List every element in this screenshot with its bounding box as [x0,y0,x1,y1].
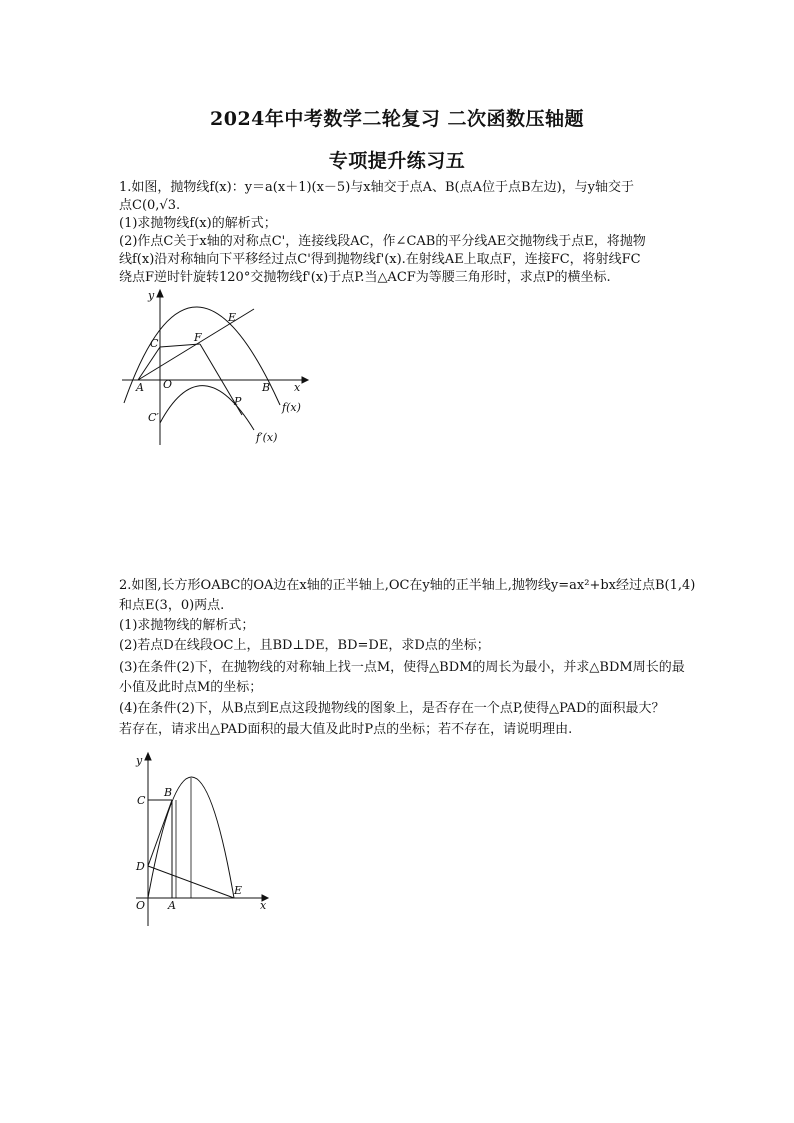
q2-line-2: 和点E(3，0)两点. [119,598,225,613]
q2-line-7: (4)在条件(2)下，从B点到E点这段抛物线的图象上，是否存在一个点P,使得△PAD的面积最大？ [119,701,665,716]
q1-label-Cprime: C′ [148,411,159,424]
q2-label-E: E [234,884,243,897]
q1-parabola-f [124,307,280,405]
q1-label-P: P [234,395,242,408]
q1-label-fprimex: f′(x) [256,431,278,444]
q2-y-arrow [145,753,151,760]
q2-line-4: (2)若点D在线段OC上，且BD⊥DE，BD=DE，求D点的坐标； [119,638,490,653]
q2-label-A: A [168,899,176,912]
q2-label-y: y [136,754,143,767]
q1-label-y: y [148,289,155,302]
q1-label-x: x [294,381,301,394]
q2-label-O: O [136,899,146,912]
q1-line-4: (2)作点C关于x轴的对称点C'，连接线段AC，作∠CAB的平分线AE交抛物线于点E，将抛物 [119,234,646,249]
q1-line-1: 1.如图，抛物线f(x)：y＝a(x＋1)(x－5)与x轴交于点A、B(点A位于点B左边)，与y轴交于 [119,180,634,195]
q2-line-8: 若存在，请求出△PAD面积的最大值及此时P点的坐标；若不存在，请说明理由. [119,722,573,737]
q1-label-O: O [163,378,173,391]
q1-line-6: 绕点F逆时针旋转120°交抛物线f'(x)于点P.当△ACF为等腰三角形时，求点P的横坐标. [119,270,611,285]
page-subtitle: 专项提升练习五 [328,150,466,172]
q1-y-arrow [157,290,163,297]
q2-label-C: C [137,794,146,807]
q2-line-1: 2.如图,长方形OABC的OA边在x轴的正半轴上,OC在y轴的正半轴上,抛物线y=ax²+bx经过点B(1,4) [119,578,696,593]
q1-label-F: F [194,331,202,344]
q1-label-E: E [228,311,237,324]
q1-line-2: 点C(0,√3. [119,198,181,213]
q2-line-5: (3)在条件(2)下，在抛物线的对称轴上找一点M，使得△BDM的周长为最小，并求△BDM周长的最 [119,660,685,675]
q2-label-D: D [136,860,145,873]
page-title: 2024年中考数学二轮复习 二次函数压轴题 [210,108,584,130]
q1-figure [112,285,312,450]
q1-label-C: C [150,337,159,350]
q1-segment-AC [138,347,160,380]
q2-segment-BD [148,800,172,866]
q2-label-B: B [164,786,173,799]
q2-line-3: (1)求抛物线的解析式； [119,618,255,633]
q2-line-6: 小值及此时点M的坐标； [119,680,263,695]
q1-x-arrow [302,377,308,383]
q1-label-A: A [136,381,144,394]
q1-label-B: B [262,381,271,394]
q1-line-5: 线f(x)沿对称轴向下平移经过点C'得到抛物线f'(x).在射线AE上取点F，连接FC，将射线FC [119,252,641,267]
q1-line-3: (1)求抛物线f(x)的解析式； [119,216,277,231]
q1-label-fx: f(x) [282,401,301,414]
q2-figure [128,748,278,930]
q2-label-x: x [260,899,267,912]
